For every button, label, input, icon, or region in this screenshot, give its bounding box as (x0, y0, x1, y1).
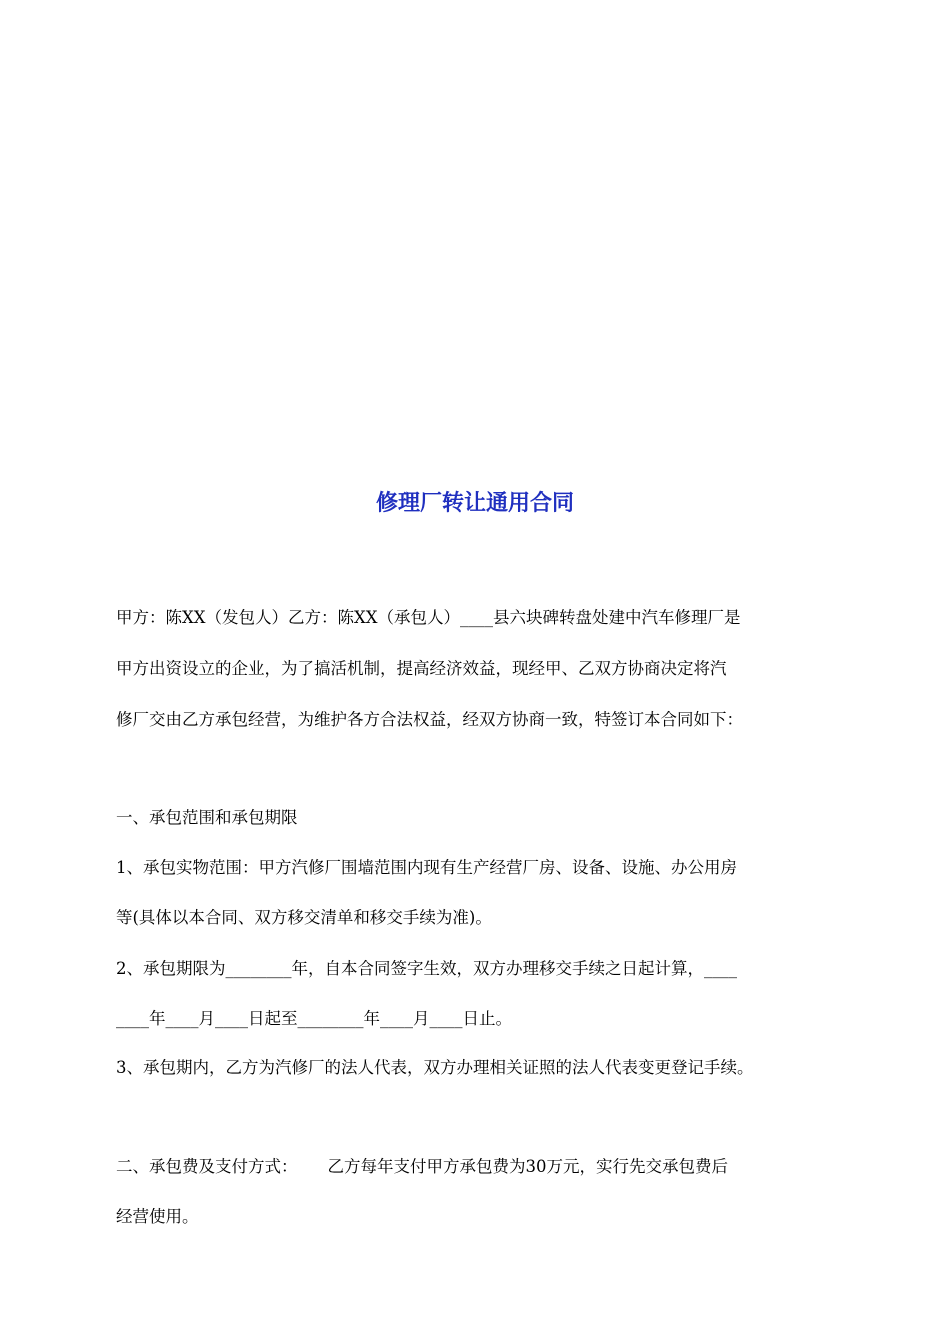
section-heading: 一、承包范围和承包期限 (116, 808, 298, 827)
paragraph-line: 甲方出资设立的企业，为了搞活机制，提高经济效益，现经甲、乙双方协商决定将汽 (116, 659, 727, 678)
section-line (116, 1155, 846, 1179)
clause-line: 2、承包期限为________年，自本合同签字生效，双方办理移交手续之日起计算，____ (116, 959, 737, 978)
clause-line: 1、承包实物范围：甲方汽修厂围墙范围内现有生产经营厂房、设备、设施、办公用房 (116, 858, 737, 877)
clause-line: ____年____月____日起至________年____月____日止。 (116, 1009, 512, 1028)
clause-line: 3、承包期内，乙方为汽修厂的法人代表，双方办理相关证照的法人代表变更登记手续。 (116, 1058, 754, 1077)
section-line-cont: 经营使用。 (116, 1207, 199, 1226)
paragraph-line: 修厂交由乙方承包经营，为维护各方合法权益，经双方协商一致，特签订本合同如下： (116, 710, 743, 729)
paragraph-line: 甲方：陈XX（发包人）乙方：陈XX（承包人）____县六块碑转盘处建中汽车修理厂是 (116, 608, 741, 627)
section-text: 乙方每年支付甲方承包费为30万元，实行先交承包费后 (327, 1157, 728, 1176)
clause-line: 等(具体以本合同、双方移交清单和移交手续为准)。 (116, 908, 492, 927)
document-title: 修理厂转让通用合同 (375, 491, 574, 516)
section-heading: 二、承包费及支付方式： (116, 1157, 298, 1176)
